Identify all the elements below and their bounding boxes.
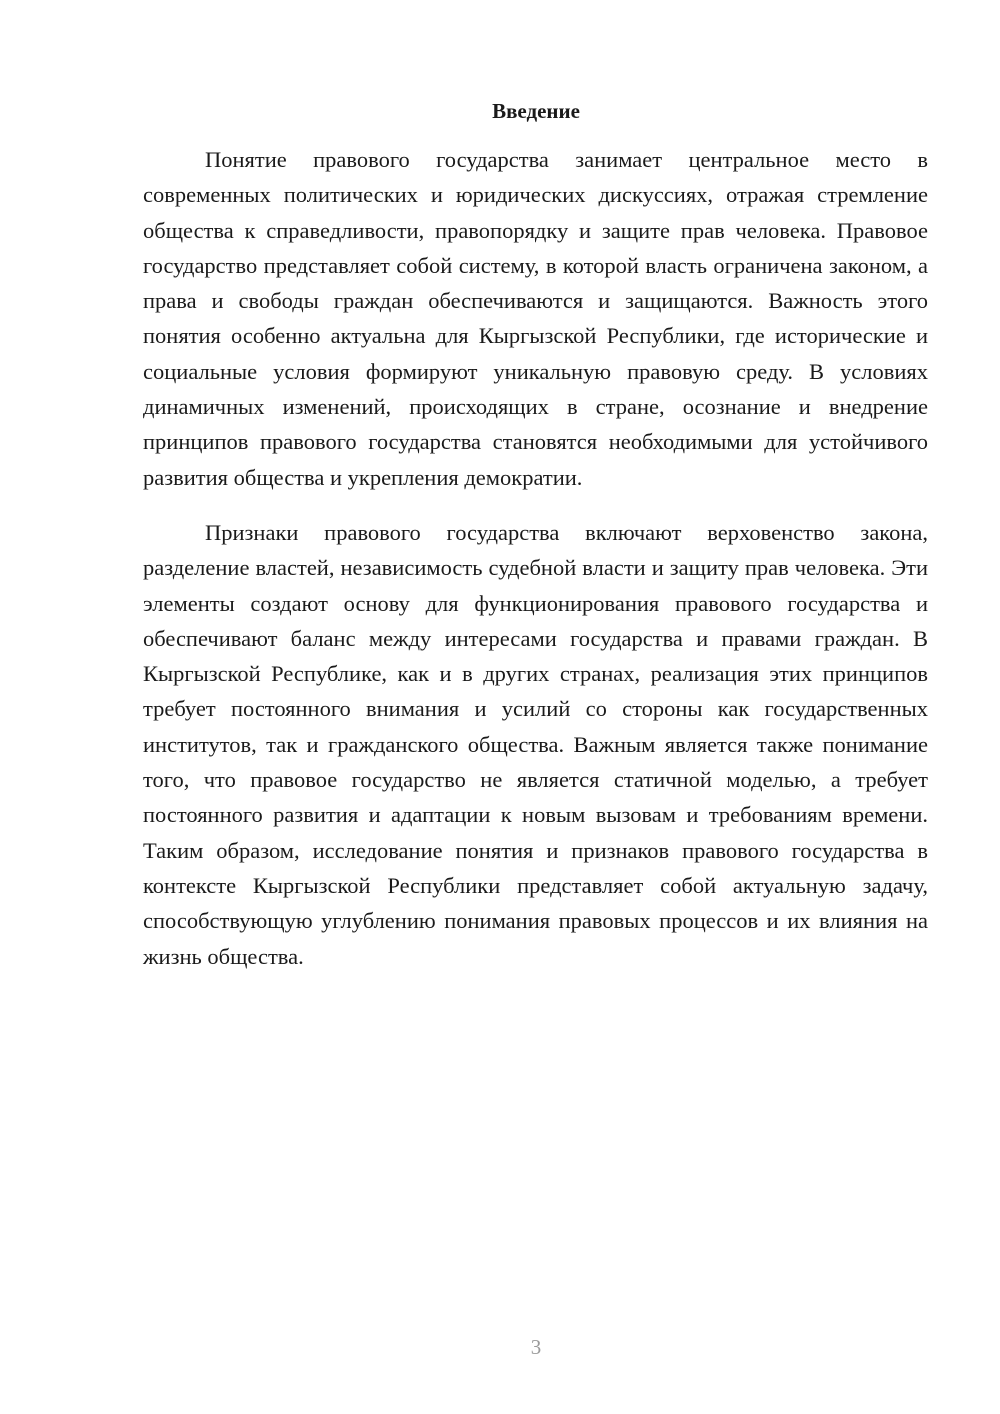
paragraph-2: Признаки правового государства включают верховенство закона, разделение властей, независимость судебной власти и защиту прав человека. Эти элементы создают основу для функционирования правового государства и обеспечивают баланс между интересами государства и правами граждан. В Кыргызской Республике, как и в других странах, реализация этих принципов требует постоянного внимания и усилий со стороны как государственных институтов, так и гражданского общества. Важным является также понимание того, что правовое государство не является статичной моделью, а требует постоянного развития и адаптации к новым вызовам и требованиям времени. Таким образом, исследование понятия и признаков правового государства в контексте Кыргызской Республики представляет собой актуальную задачу, способствующую углублению понимания правовых процессов и их влияния на жизнь общества. (143, 519, 928, 969)
page-number: 3 (530, 1335, 542, 1359)
section-heading: Введение (492, 99, 580, 123)
body-text (143, 142, 928, 974)
paragraph-1: Понятие правового государства занимает центральное место в современных политических и юридических дискуссиях, отражая стремление общества к справедливости, правопорядку и защите прав человека. Правовое государство представляет собой систему, в которой власть ограничена законом, а права и свободы граждан обеспечиваются и защищаются. Важность этого понятия особенно актуальна для Кыргызской Республики, где исторические и социальные условия формируют уникальную правовую среду. В условиях динамичных изменений, происходящих в стране, осознание и внедрение принципов правового государства становятся необходимыми для устойчивого развития общества и укрепления демократии. (143, 147, 928, 490)
